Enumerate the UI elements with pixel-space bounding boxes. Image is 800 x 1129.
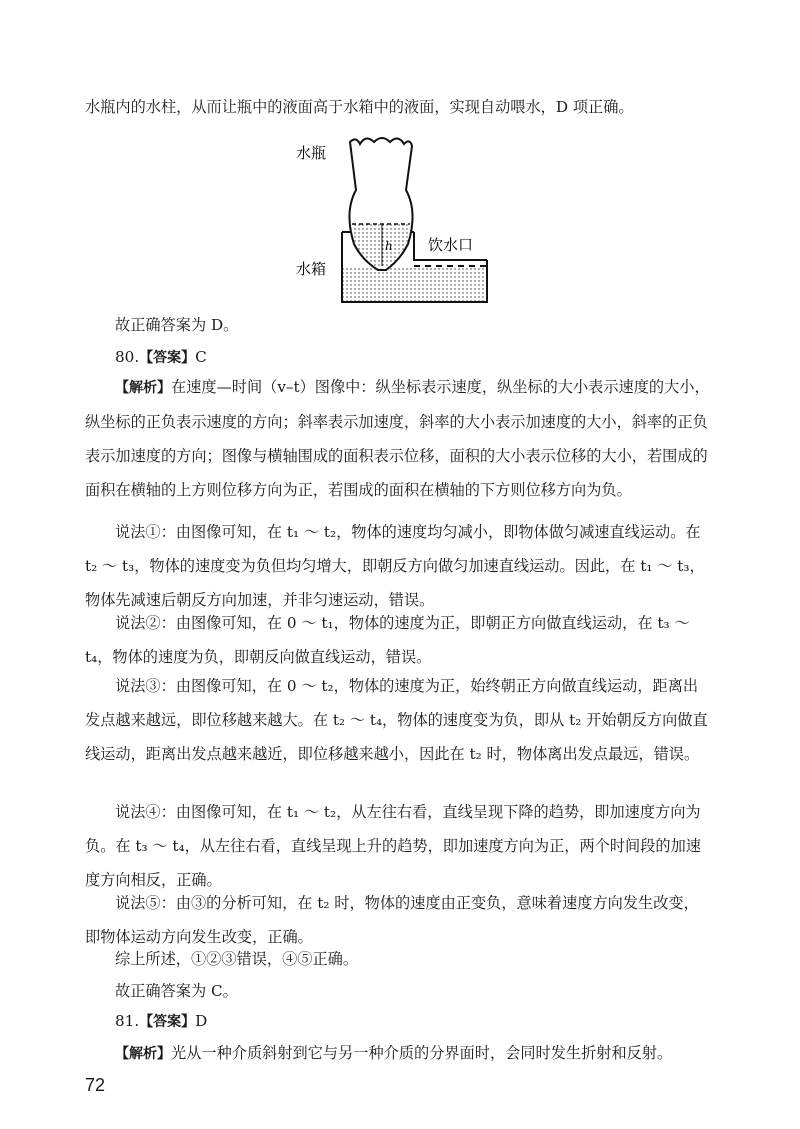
- page-number: 72: [85, 1075, 106, 1095]
- bottle-label: 水瓶: [296, 144, 327, 162]
- tank-label: 水箱: [296, 260, 327, 278]
- q81-number: 81.: [115, 1012, 140, 1030]
- q81-analysis-tag: 【解析】: [115, 1046, 171, 1062]
- q80-answer: C: [195, 348, 207, 366]
- tank-water: [342, 267, 487, 302]
- q81-answer: D: [195, 1012, 208, 1030]
- bottle-water: [352, 224, 411, 268]
- q80-answer-tag: 【答案】: [139, 350, 196, 366]
- q81-analysis: [85, 1036, 713, 1071]
- q80-final: 故正确答案为 C。: [115, 982, 238, 1000]
- q80-statement-1: 说法①：由图像可知，在 t₁ ～ t₂，物体的速度均匀减小，即物体做匀减速直线运动。在 t₂ ～ t₃，物体的速度变为负但均匀增大，即朝反方向做匀加速直线运动。因此，在 t₁ ～ t₃，物体先减速后朝反方向加速，并非匀速运动，错误。: [85, 523, 705, 609]
- q80-number: 80.: [115, 348, 140, 366]
- h-label: h: [385, 239, 393, 253]
- q80-statement-5: 说法⑤：由③的分析可知，在 t₂ 时，物体的速度由正变负，意味着速度方向发生改变，即物体运动方向发生改变，正确。: [85, 894, 699, 946]
- q80-statement-3: 说法③：由图像可知，在 0 ～ t₂，物体的速度为正，始终朝正方向做直线运动，距离出发点越来越远，即位移越来越大。在 t₂ ～ t₄，物体的速度变为负，即从 t₂ 开始朝反方向做直线运动，距离出发点越来越近，即位移越来越小，因此在 t₂ 时，物体离出发点最远，错误。: [85, 677, 708, 763]
- q81-answer-tag: 【答案】: [139, 1014, 196, 1030]
- answer-79-conclusion: 故正确答案为 D。: [115, 316, 239, 334]
- q80-analysis-text: 在速度—时间（v–t）图像中：纵坐标表示速度，纵坐标的大小表示速度的大小，纵坐标的正负表示速度的方向；斜率表示加速度，斜率的大小表示加速度的大小，斜率的正负表示加速度的方向；图像与横轴围成的面积表示位移，面积的大小表示位移的大小，若围成的面积在横轴的上方则位移方向为正，若围成的面积在横轴的下方则位移方向为负。: [85, 378, 710, 499]
- q80-summary: 综上所述，①②③错误，④⑤正确。: [115, 950, 358, 968]
- q81-answer-line: [115, 1004, 207, 1039]
- water-bottle-figure: [290, 132, 500, 312]
- q81-analysis-text: 光从一种介质斜射到它与另一种介质的分界面时，会同时发生折射和反射。: [171, 1044, 673, 1062]
- q80-statement-2: 说法②：由图像可知，在 0 ～ t₁，物体的速度为正，即朝正方向做直线运动，在 t₃ ～ t₄，物体的速度为负，即朝反向做直线运动，错误。: [85, 614, 690, 666]
- q80-statement-4: 说法④：由图像可知，在 t₁ ～ t₂，从左往右看，直线呈现下降的趋势，即加速度方向为负。在 t₃ ～ t₄，从左往右看，直线呈现上升的趋势，即加速度方向为正，两个时间段的加速度方向相反，正确。: [85, 803, 701, 889]
- q80-analysis: [85, 370, 713, 507]
- q80-analysis-tag: 【解析】: [115, 380, 171, 396]
- outlet-label: 饮水口: [428, 236, 474, 254]
- intro-text: 水瓶内的水柱，从而让瓶中的液面高于水箱中的液面，实现自动喂水，D 项正确。: [85, 98, 634, 116]
